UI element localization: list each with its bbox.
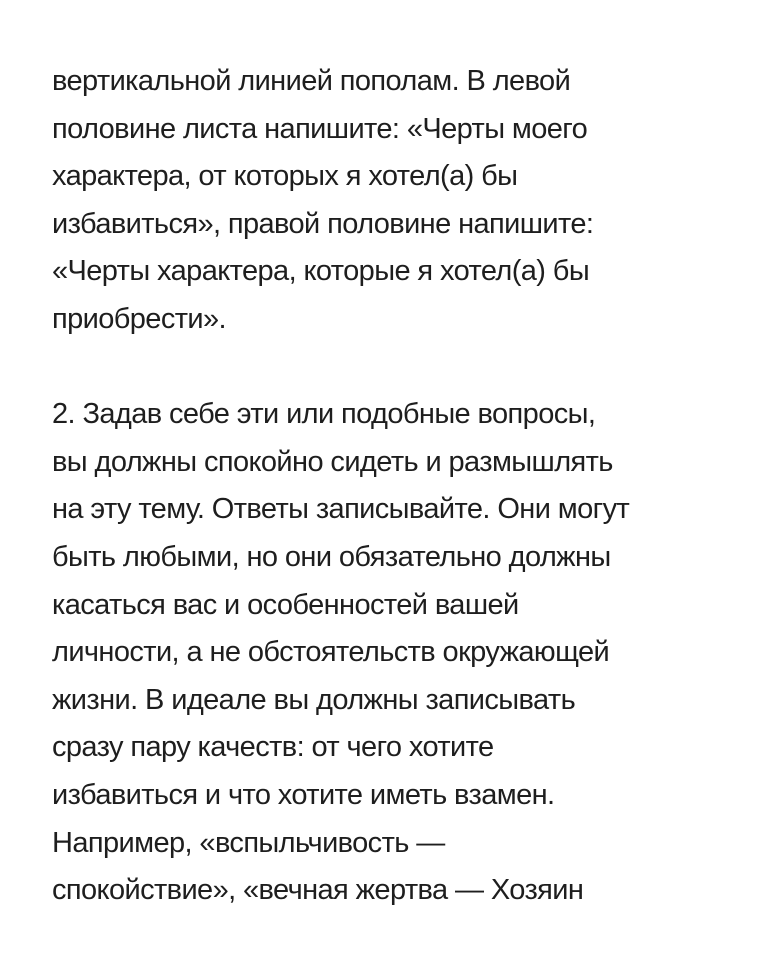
text-line: спокойствие», «вечная жертва — Хозяин xyxy=(52,874,584,907)
text-line: вы должны спокойно сидеть и размышлять xyxy=(52,445,613,478)
text-line: избавиться и что хотите иметь взамен. xyxy=(52,778,555,811)
paragraph-instructions xyxy=(52,58,752,344)
text-line: «Черты характера, которые я хотел(а) бы xyxy=(52,255,590,288)
document-page xyxy=(52,58,752,915)
text-line: касаться вас и особенностей вашей xyxy=(52,588,519,621)
text-line: личности, а не обстоятельств окружающей xyxy=(52,636,610,669)
text-line: быть любыми, но они обязательно должны xyxy=(52,540,611,573)
text-line: жизни. В идеале вы должны записывать xyxy=(52,683,576,716)
text-line: вертикальной линией пополам. В левой xyxy=(52,65,571,97)
text-line: 2. Задав себе эти или подобные вопросы, xyxy=(52,398,596,431)
text-line: на эту тему. Ответы записывайте. Они могут xyxy=(52,493,630,526)
text-line: половине листа напишите: «Черты моего xyxy=(52,112,588,145)
text-line: сразу пару качеств: от чего хотите xyxy=(52,731,494,764)
text-line: приобрести». xyxy=(52,302,226,335)
paragraph-step-2 xyxy=(52,391,752,915)
text-line: Например, «вспыльчивость — xyxy=(52,826,445,859)
paragraph-spacer xyxy=(52,344,752,392)
text-line: характера, от которых я хотел(а) бы xyxy=(52,160,518,193)
text-line: избавиться», правой половине напишите: xyxy=(52,207,594,240)
